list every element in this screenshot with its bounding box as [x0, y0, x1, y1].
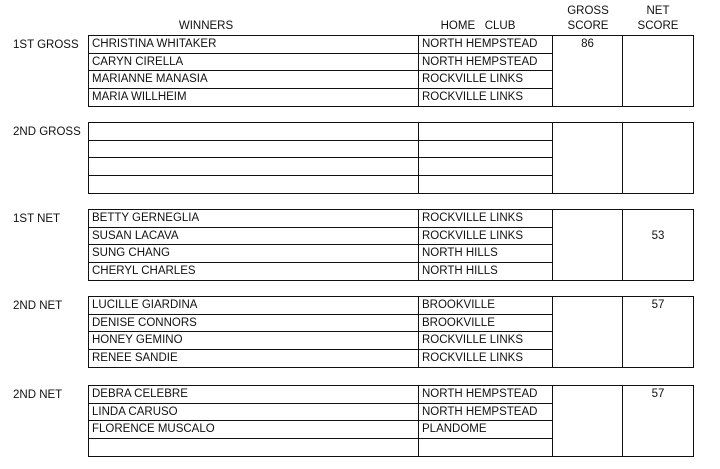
home-club: ROCKVILLE LINKS [419, 71, 553, 89]
results-group [88, 209, 694, 281]
gross-score-header-line2: SCORE [567, 20, 609, 32]
gross-score [553, 386, 623, 456]
gross-score-header [552, 4, 624, 34]
net-score [623, 36, 693, 106]
net-score-header-line2: SCORE [637, 20, 679, 32]
winner-name: MARIANNE MANASIA [89, 71, 419, 89]
results-group [88, 385, 694, 457]
home-club: NORTH HILLS [419, 263, 553, 281]
winners-header: WINNERS [178, 20, 234, 32]
net-score [623, 123, 693, 193]
winner-name: LUCILLE GIARDINA [89, 297, 419, 315]
category-label: 2ND NET [13, 300, 63, 312]
results-group [88, 296, 694, 368]
winner-name [89, 141, 419, 159]
winner-name: CHERYL CHARLES [89, 263, 419, 281]
winner-name: BETTY GERNEGLIA [89, 210, 419, 228]
home-club: ROCKVILLE LINKS [419, 350, 553, 368]
home-club: NORTH HILLS [419, 245, 553, 263]
gross-score: 86 [553, 36, 623, 106]
category-label: 1ST NET [13, 213, 61, 225]
winner-name: CARYN CIRELLA [89, 54, 419, 72]
net-score-header-line1: NET [646, 5, 670, 17]
home-club [419, 141, 553, 159]
winner-name [89, 176, 419, 194]
net-score: 53 [651, 230, 665, 242]
category-label: 1ST GROSS [13, 39, 79, 51]
gross-score-header-line1: GROSS [567, 5, 609, 17]
gross-score [553, 123, 623, 193]
winner-name: DENISE CONNORS [89, 315, 419, 333]
category-label: 2ND GROSS [13, 126, 81, 138]
winner-name: DEBRA CELEBRE [89, 386, 419, 404]
home-club: BROOKVILLE [419, 297, 553, 315]
home-club: ROCKVILLE LINKS [419, 228, 553, 246]
winner-name: MARIA WILLHEIM [89, 89, 419, 107]
home-club: BROOKVILLE [419, 315, 553, 333]
winner-name [89, 123, 419, 141]
gross-score [553, 297, 623, 367]
winner-name: LINDA CARUSO [89, 404, 419, 422]
winner-name [89, 158, 419, 176]
home-club: ROCKVILLE LINKS [419, 332, 553, 350]
home-club: PLANDOME [419, 421, 553, 439]
net-score: 57 [651, 299, 665, 311]
winner-name: CHRISTINA WHITAKER [89, 36, 419, 54]
home-club: NORTH HEMPSTEAD [419, 386, 553, 404]
results-group [88, 35, 694, 107]
home-club: NORTH HEMPSTEAD [419, 54, 553, 72]
gross-score [553, 210, 623, 280]
home-club [419, 158, 553, 176]
home-club [419, 123, 553, 141]
category-label: 2ND NET [13, 389, 63, 401]
net-score: 57 [651, 388, 665, 400]
winner-name: SUSAN LACAVA [89, 228, 419, 246]
home-club [419, 176, 553, 194]
winner-name: HONEY GEMINO [89, 332, 419, 350]
home-club: ROCKVILLE LINKS [419, 210, 553, 228]
winner-name [89, 439, 419, 457]
home-club: ROCKVILLE LINKS [419, 89, 553, 107]
winner-name: RENEE SANDIE [89, 350, 419, 368]
home-club: NORTH HEMPSTEAD [419, 36, 553, 54]
home-club [419, 439, 553, 457]
home-club: NORTH HEMPSTEAD [419, 404, 553, 422]
results-group [88, 122, 694, 194]
winner-name: SUNG CHANG [89, 245, 419, 263]
net-score-header [622, 4, 694, 34]
winner-name: FLORENCE MUSCALO [89, 421, 419, 439]
home-club-header: HOME CLUB [440, 20, 516, 32]
